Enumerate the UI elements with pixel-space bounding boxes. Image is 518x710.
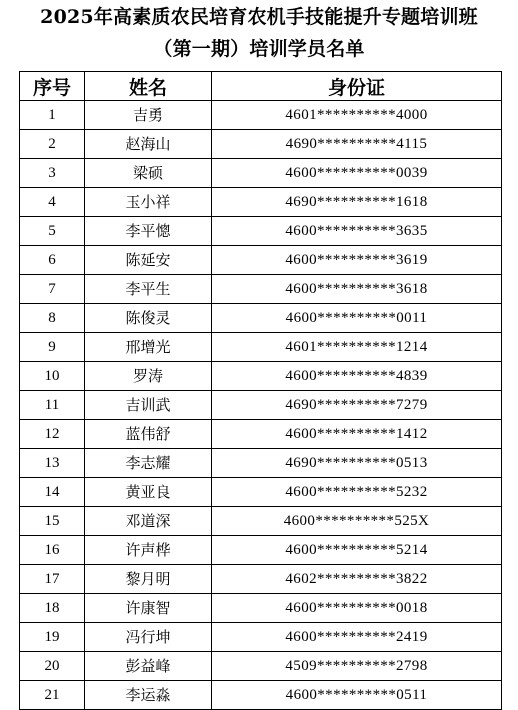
- cell-serial-number: 12: [20, 420, 85, 449]
- cell-serial-number: 6: [20, 246, 85, 275]
- cell-id-number: 4600**********1412: [212, 420, 502, 449]
- cell-serial-number: 8: [20, 304, 85, 333]
- table-row: [20, 333, 502, 362]
- cell-name: 梁硕: [85, 159, 212, 188]
- cell-id-number: 4601**********1214: [212, 333, 502, 362]
- cell-name: 李志耀: [85, 449, 212, 478]
- cell-name: 吉勇: [85, 101, 212, 130]
- table-row: [20, 391, 502, 420]
- header-name: 姓名: [85, 72, 212, 101]
- cell-serial-number: 2: [20, 130, 85, 159]
- cell-id-number: 4600**********2419: [212, 623, 502, 652]
- cell-id-number: 4601**********4000: [212, 101, 502, 130]
- cell-name: 李运淼: [85, 681, 212, 710]
- cell-id-number: 4600**********0511: [212, 681, 502, 710]
- cell-name: 玉小祥: [85, 188, 212, 217]
- cell-serial-number: 13: [20, 449, 85, 478]
- cell-name: 许康智: [85, 594, 212, 623]
- cell-serial-number: 15: [20, 507, 85, 536]
- table-row: [20, 536, 502, 565]
- cell-serial-number: 5: [20, 217, 85, 246]
- cell-serial-number: 1: [20, 101, 85, 130]
- table-row: [20, 623, 502, 652]
- cell-serial-number: 17: [20, 565, 85, 594]
- table-row: [20, 275, 502, 304]
- table-header-row: [20, 72, 502, 101]
- cell-name: 李平憁: [85, 217, 212, 246]
- cell-name: 陈俊灵: [85, 304, 212, 333]
- cell-serial-number: 21: [20, 681, 85, 710]
- cell-name: 赵海山: [85, 130, 212, 159]
- table-body: [20, 101, 502, 710]
- table-row: [20, 507, 502, 536]
- table-row: [20, 362, 502, 391]
- cell-serial-number: 10: [20, 362, 85, 391]
- cell-serial-number: 11: [20, 391, 85, 420]
- cell-serial-number: 3: [20, 159, 85, 188]
- cell-id-number: 4600**********5232: [212, 478, 502, 507]
- table-row: [20, 652, 502, 681]
- cell-id-number: 4602**********3822: [212, 565, 502, 594]
- cell-serial-number: 9: [20, 333, 85, 362]
- cell-id-number: 4600**********4839: [212, 362, 502, 391]
- table-row: [20, 449, 502, 478]
- header-id-number: 身份证: [212, 72, 502, 101]
- table-row: [20, 478, 502, 507]
- cell-id-number: 4600**********525X: [212, 507, 502, 536]
- cell-name: 黄亚良: [85, 478, 212, 507]
- cell-id-number: 4600**********3618: [212, 275, 502, 304]
- table-row: [20, 246, 502, 275]
- cell-name: 冯行坤: [85, 623, 212, 652]
- cell-id-number: 4600**********3635: [212, 217, 502, 246]
- document-title: 2025年高素质农民培育农机手技能提升专题培训班: [40, 6, 478, 28]
- cell-serial-number: 7: [20, 275, 85, 304]
- cell-id-number: 4600**********0018: [212, 594, 502, 623]
- cell-serial-number: 18: [20, 594, 85, 623]
- header-serial-number: 序号: [20, 72, 85, 101]
- cell-id-number: 4600**********3619: [212, 246, 502, 275]
- document-subtitle: （第一期）培训学员名单: [153, 38, 365, 60]
- cell-name: 罗涛: [85, 362, 212, 391]
- cell-name: 吉训武: [85, 391, 212, 420]
- cell-id-number: 4600**********5214: [212, 536, 502, 565]
- table-row: [20, 681, 502, 710]
- cell-name: 彭益峰: [85, 652, 212, 681]
- cell-id-number: 4509**********2798: [212, 652, 502, 681]
- cell-id-number: 4690**********7279: [212, 391, 502, 420]
- table-row: [20, 217, 502, 246]
- cell-serial-number: 20: [20, 652, 85, 681]
- cell-name: 许声桦: [85, 536, 212, 565]
- cell-name: 陈延安: [85, 246, 212, 275]
- cell-serial-number: 16: [20, 536, 85, 565]
- table-row: [20, 565, 502, 594]
- cell-name: 邓道深: [85, 507, 212, 536]
- cell-id-number: 4690**********1618: [212, 188, 502, 217]
- trainee-roster-table: [19, 71, 502, 710]
- cell-id-number: 4690**********4115: [212, 130, 502, 159]
- cell-name: 李平生: [85, 275, 212, 304]
- cell-serial-number: 14: [20, 478, 85, 507]
- cell-id-number: 4690**********0513: [212, 449, 502, 478]
- table-row: [20, 594, 502, 623]
- cell-name: 黎月明: [85, 565, 212, 594]
- table-row: [20, 188, 502, 217]
- table-row: [20, 420, 502, 449]
- table-row: [20, 130, 502, 159]
- table-row: [20, 304, 502, 333]
- cell-name: 邢增光: [85, 333, 212, 362]
- table-row: [20, 159, 502, 188]
- cell-id-number: 4600**********0039: [212, 159, 502, 188]
- cell-serial-number: 19: [20, 623, 85, 652]
- table-row: [20, 101, 502, 130]
- cell-serial-number: 4: [20, 188, 85, 217]
- cell-id-number: 4600**********0011: [212, 304, 502, 333]
- cell-name: 蓝伟舒: [85, 420, 212, 449]
